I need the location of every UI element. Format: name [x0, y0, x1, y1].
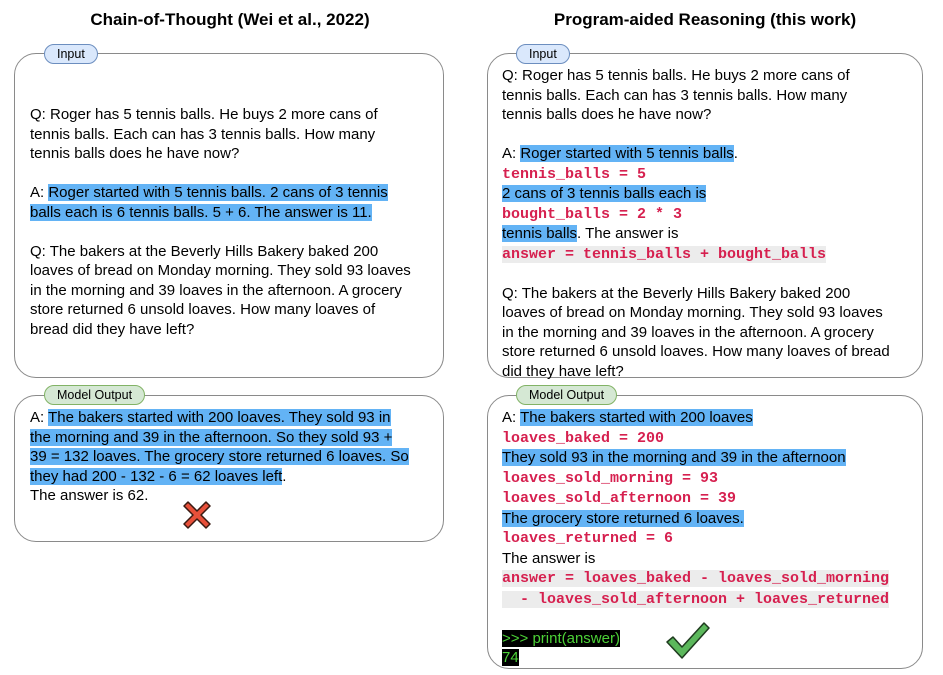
cross-mark-icon: [180, 498, 214, 532]
right-input-label: Input: [516, 44, 570, 64]
left-output-box: [14, 395, 444, 542]
right-column-title: Program-aided Reasoning (this work): [553, 10, 857, 29]
right-model-output: A: The bakers started with 200 loaves loaves_baked = 200 They sold 93 in the morning and 39 in the afternoon loaves_sold_morning = 93 loaves_sold_afternoon = 39 The grocery store returned 6 loaves. loaves_returned = 6 The answer is answer = loaves_baked - loaves_sold_morning - loaves_sold_afternoon + loaves_returned >>> print(answer) 74: [502, 409, 890, 666]
right-answer-1: A: Roger started with 5 tennis balls.: [502, 145, 738, 162]
left-output-label: Model Output: [44, 385, 145, 405]
code-bought-balls: bought_balls = 2 * 3: [502, 205, 683, 223]
terminal-command: >>> print(answer): [502, 629, 620, 647]
left-input-box: [14, 53, 444, 378]
code-answer: answer = tennis_balls + bought_balls: [502, 245, 827, 263]
left-question-1: Q: Roger has 5 tennis balls. He buys 2 more cans of tennis balls. Each can has 3 tennis balls. How many tennis balls does he have now? A: Roger started with 5 tennis balls. 2 cans of 3 tennis balls each is 6 tennis balls. 5 + 6. The answer is 11. Q: The bakers at the Beverly Hills Bakery baked 200 loaves of bread on Monday morning. They sold 93 loaves in the morning and 39 loaves in the afternoon. A grocery store returned 6 unsold loaves. How many loaves of bread did they have left?: [30, 106, 411, 338]
code-tennis-balls: tennis_balls = 5: [502, 165, 647, 183]
left-input-label: Input: [44, 44, 98, 64]
left-answer-1: A: Roger started with 5 tennis balls. 2 cans of 3 tennis: [30, 184, 388, 201]
right-output-box: [487, 395, 923, 669]
right-output-label: Model Output: [516, 385, 617, 405]
check-mark-icon: [664, 620, 712, 662]
left-model-output: A: The bakers started with 200 loaves. They sold 93 in the morning and 39 in the afternoon. So they sold 93 + 39 = 132 loaves. The grocery store returned 6 loaves. So they had 200 - 132 - 6 = 62 loaves left. The answer is 62.: [30, 409, 409, 504]
terminal-result: 74: [502, 649, 519, 666]
right-input-box: Q: Roger has 5 tennis balls. He buys 2 more cans of tennis balls. Each can has 3 tennis balls. How many tennis balls does he have now? A: Roger started with 5 tennis balls. tennis_balls = 5 2 cans of 3 tennis balls each is bought_balls = 2 * 3 tennis balls. The answer is answer = tennis_balls + bought_balls Q: The bakers at the Beverly Hills Bakery baked 200 loaves of bread on Monday morning. They sold 93 loaves in the morning and 39 loaves in the afternoon. A grocery store returned 6 unsold loaves. How many loaves of bread did they have left?: [487, 53, 923, 378]
left-column-title: Chain-of-Thought (Wei et al., 2022): [90, 10, 370, 29]
